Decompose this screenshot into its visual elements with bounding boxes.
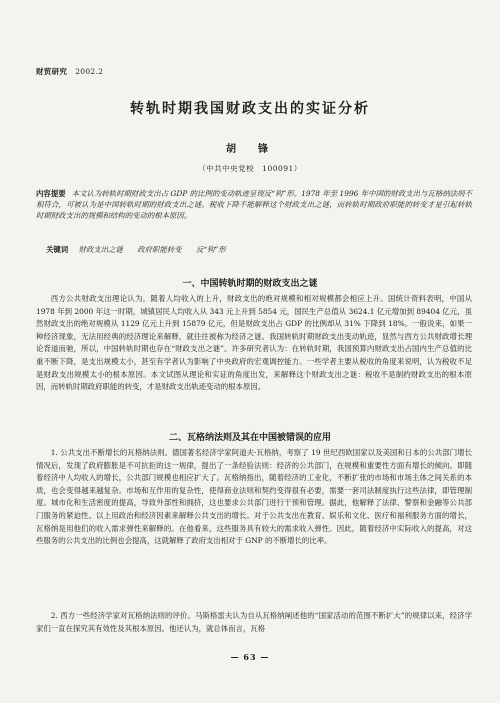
paper-title: 转轨时期我国财政支出的实证分析 (130, 101, 370, 117)
keyword-item: 财政支出之谜 (78, 245, 123, 254)
abstract (36, 188, 472, 221)
body-paragraph: 1. 公共支出不断增长的瓦格纳法则。德国著名经济学家阿道夫·瓦格纳，考察了 19 世纪西欧国家以及美国和日本的公共部门增长情况后，发现了政府膨胀是不可抗拒的这一规律，提出了一条经验法则：经济的公共部门，在规模和重要性方面有增长的倾向。即随着经济中人均收入的增长，公共部门规模也相应扩大了。瓦格纳指出，随着经济的工业化，不断扩张的市场和市场主体之间关系的本质，也会变得越来越复杂。市场和互作用的复杂性，使得商业法则和契约变得很有必要，需要一套司法制度执行这些法律，即管理制度。城市化和生活密度的提高，导致外部性和拥挤，这也要求公共部门进行干预和管理。据此，他解释了法律、警察和金融等公共部门服务的紧迫性。以上用政治和经济因素来解释公共支出的增长。对于公共支出在教育、娱乐和文化、医疗和福利服务方面的增长，瓦格纳是用他们的收入需求弹性来解释的。在他看来，这些服务具有较大的需求收入弹性。因此，随着经济中实际收入的提高，对这些服务的公共支出的比例也会提高，这就解释了政府支出相对于 GNP 的不断增长的比率。 (36, 448, 472, 546)
section-heading: 二、瓦格纳法则及其在中国被错误的应用 (168, 433, 331, 443)
body-paragraph: 2. 西方一些经济学家对瓦格纳法则的评价。马斯格雷夫认为自从瓦格纳阐述他的“国家活动的范围不断扩大”的规律以来，经济学家们一直在探究其有效性及其根本原因。他还认为，就总体而言，瓦格 (36, 611, 472, 633)
abstract-text: 本文认为转轨时期财政支出占 GDP 的比例的变动轨迹呈现反“钩”形。1978 年至 1996 年中国的财政支出与瓦格纳法则不相符合，可被认为是中国转轨时期的财政支出之谜。税收下降不能解释这个财政支出之谜，而转轨时期政府职能的转变才是引起转轨时期财政支出的规模和结构的变动的根本原因。 (36, 189, 472, 220)
journal-header (36, 66, 103, 77)
keywords (36, 244, 472, 255)
keyword-item: 反“钩”形 (195, 245, 226, 254)
author-name: 胡 锋 (226, 144, 274, 155)
journal-name: 财贸研究 (36, 67, 68, 76)
keyword-item: 政府职能转变 (137, 245, 182, 254)
abstract-label: 内容提要 (36, 189, 66, 198)
page-number: — 63 — (230, 652, 270, 662)
author-affiliation: （中共中央党校 100091） (198, 164, 302, 173)
journal-issue: 2002.2 (75, 67, 104, 76)
keywords-label: 关键词 (46, 245, 69, 254)
section-heading: 一、中国转轨时期的财政支出之谜 (182, 279, 318, 289)
body-paragraph: 西方公共财政支出理论认为，随着人均收入的上升，财政支出的绝对规模和相对规模都会相应上升。国统计资料表明，中国从 1978 年到 2000 年这一时期，城镇居民人均收入从 343 元上升到 5854 元，国民生产总值从 3624.1 亿元增加到 89404 亿元，虽然财政支出的绝对规模从 1129 亿元上升到 15879 亿元，但是财政支出占 GDP 的比例却从 31% 下降到 18%。一般说来，如果一种经济现象，无法用经典的经济理论来解释，就往往被称为经济之谜。我国转轨时期财政支出变动轨迹，显然与西方公共财政增长理论背道而驰，所以，中国转轨时期也存在“财政支出之谜”。许多研究者认为：在转轨时期，我国预算内财政支出占国内生产总值的比重不断下降，是支出规模太小，甚至有学者认为影响了中央政府的宏观调控能力。一些学者主要从税收的角度来说明，认为税收不足是财政支出规模太小的根本原因。本文试图从理论和实证的角度出发，来解释这个财政支出之谜：税收不是制约财政支出的根本原因，而转轨时期政府职能的转变，才是财政支出轨迹变动的根本原因。 (36, 294, 472, 392)
